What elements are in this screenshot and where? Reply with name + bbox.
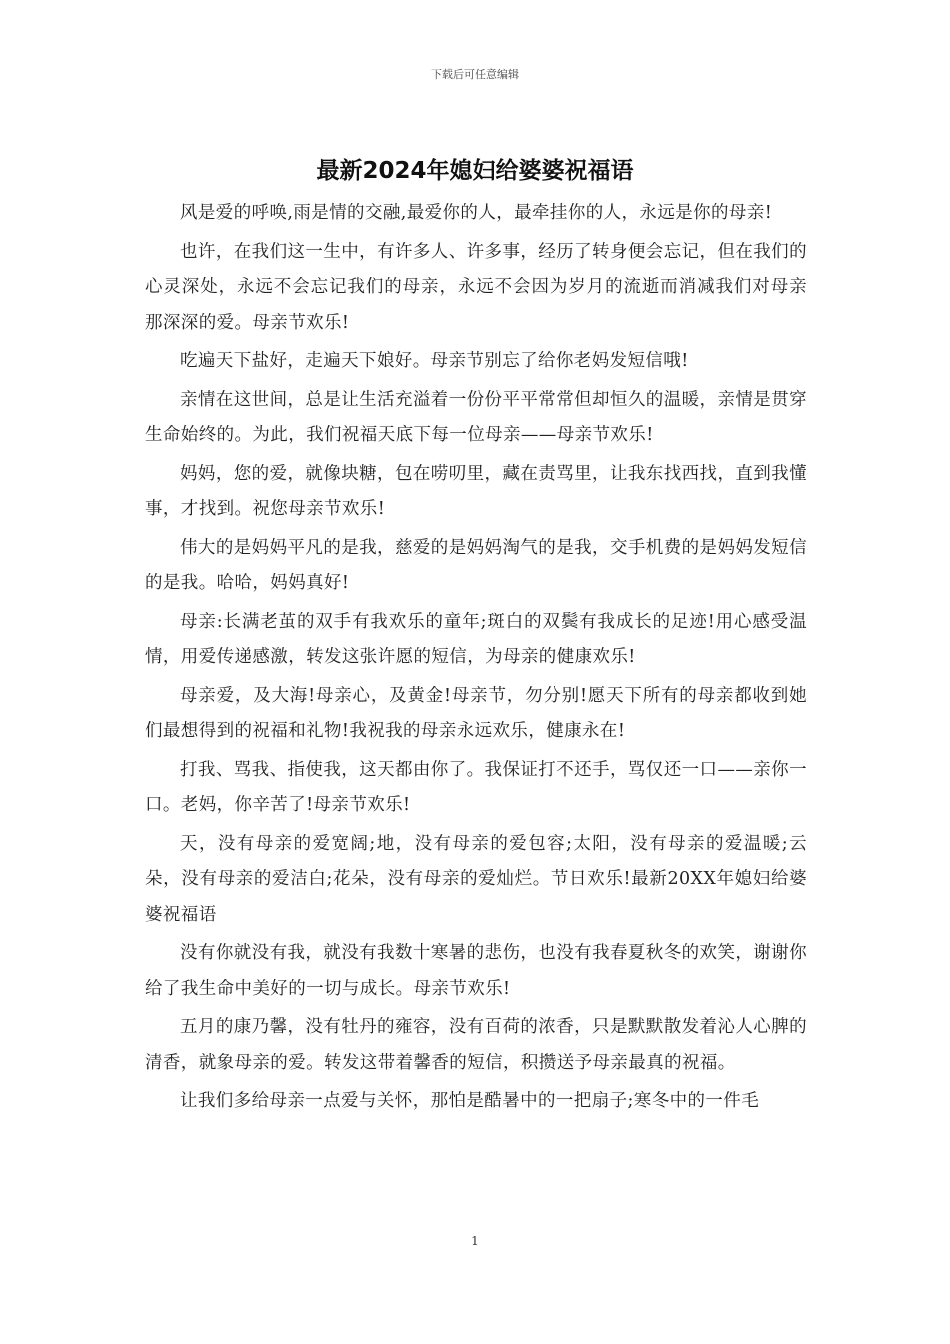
paragraph: 也许，在我们这一生中，有许多人、许多事，经历了转身便会忘记，但在我们的心灵深处，永远不会忘记我们的母亲，永远不会因为岁月的流逝而消减我们对母亲那深深的爱。母亲节欢乐! [145, 241, 807, 333]
paragraph: 妈妈，您的爱，就像块糖，包在唠叨里，藏在责骂里，让我东找西找，直到我懂事，才找到。祝您母亲节欢乐! [145, 463, 807, 519]
paragraph: 母亲爱，及大海!母亲心，及黄金!母亲节，勿分别!愿天下所有的母亲都收到她们最想得到的祝福和礼物!我祝我的母亲永远欢乐，健康永在! [145, 685, 807, 741]
paragraph: 风是爱的呼唤,雨是情的交融,最爱你的人，最牵挂你的人，永远是你的母亲! [180, 203, 773, 223]
paragraph: 母亲:长满老茧的双手有我欢乐的童年;斑白的双鬓有我成长的足迹!用心感受温情，用爱传递感激，转发这张许愿的短信，为母亲的健康欢乐! [145, 611, 807, 667]
page-number: 1 [471, 1234, 479, 1248]
document-body [145, 196, 807, 1123]
paragraph: 吃遍天下盐好，走遍天下娘好。母亲节别忘了给你老妈发短信哦! [180, 351, 689, 371]
paragraph: 亲情在这世间，总是让生活充溢着一份份平平常常但却恒久的温暖，亲情是贯穿生命始终的。为此，我们祝福天底下每一位母亲——母亲节欢乐! [145, 389, 807, 445]
paragraph: 没有你就没有我，就没有我数十寒暑的悲伤，也没有我春夏秋冬的欢笑，谢谢你给了我生命中美好的一切与成长。母亲节欢乐! [145, 943, 807, 999]
document-title: 最新2024年媳妇给婆婆祝福语 [316, 158, 634, 184]
paragraph: 让我们多给母亲一点爱与关怀，那怕是酷暑中的一把扇子;寒冬中的一件毛 [180, 1091, 760, 1111]
paragraph: 伟大的是妈妈平凡的是我，慈爱的是妈妈淘气的是我，交手机费的是妈妈发短信的是我。哈哈，妈妈真好! [145, 537, 807, 593]
paragraph: 打我、骂我、指使我，这天都由你了。我保证打不还手，骂仅还一口——亲你一口。老妈，你辛苦了!母亲节欢乐! [145, 759, 807, 815]
paragraph: 天，没有母亲的爱宽阔;地，没有母亲的爱包容;太阳，没有母亲的爱温暖;云朵，没有母亲的爱洁白;花朵，没有母亲的爱灿烂。节日欢乐!最新20XX年媳妇给婆婆祝福语 [145, 833, 807, 925]
header-note: 下载后可任意编辑 [431, 68, 519, 81]
paragraph: 五月的康乃馨，没有牡丹的雍容，没有百荷的浓香，只是默默散发着沁人心脾的清香，就象母亲的爱。转发这带着馨香的短信，积攒送予母亲最真的祝福。 [145, 1017, 807, 1073]
